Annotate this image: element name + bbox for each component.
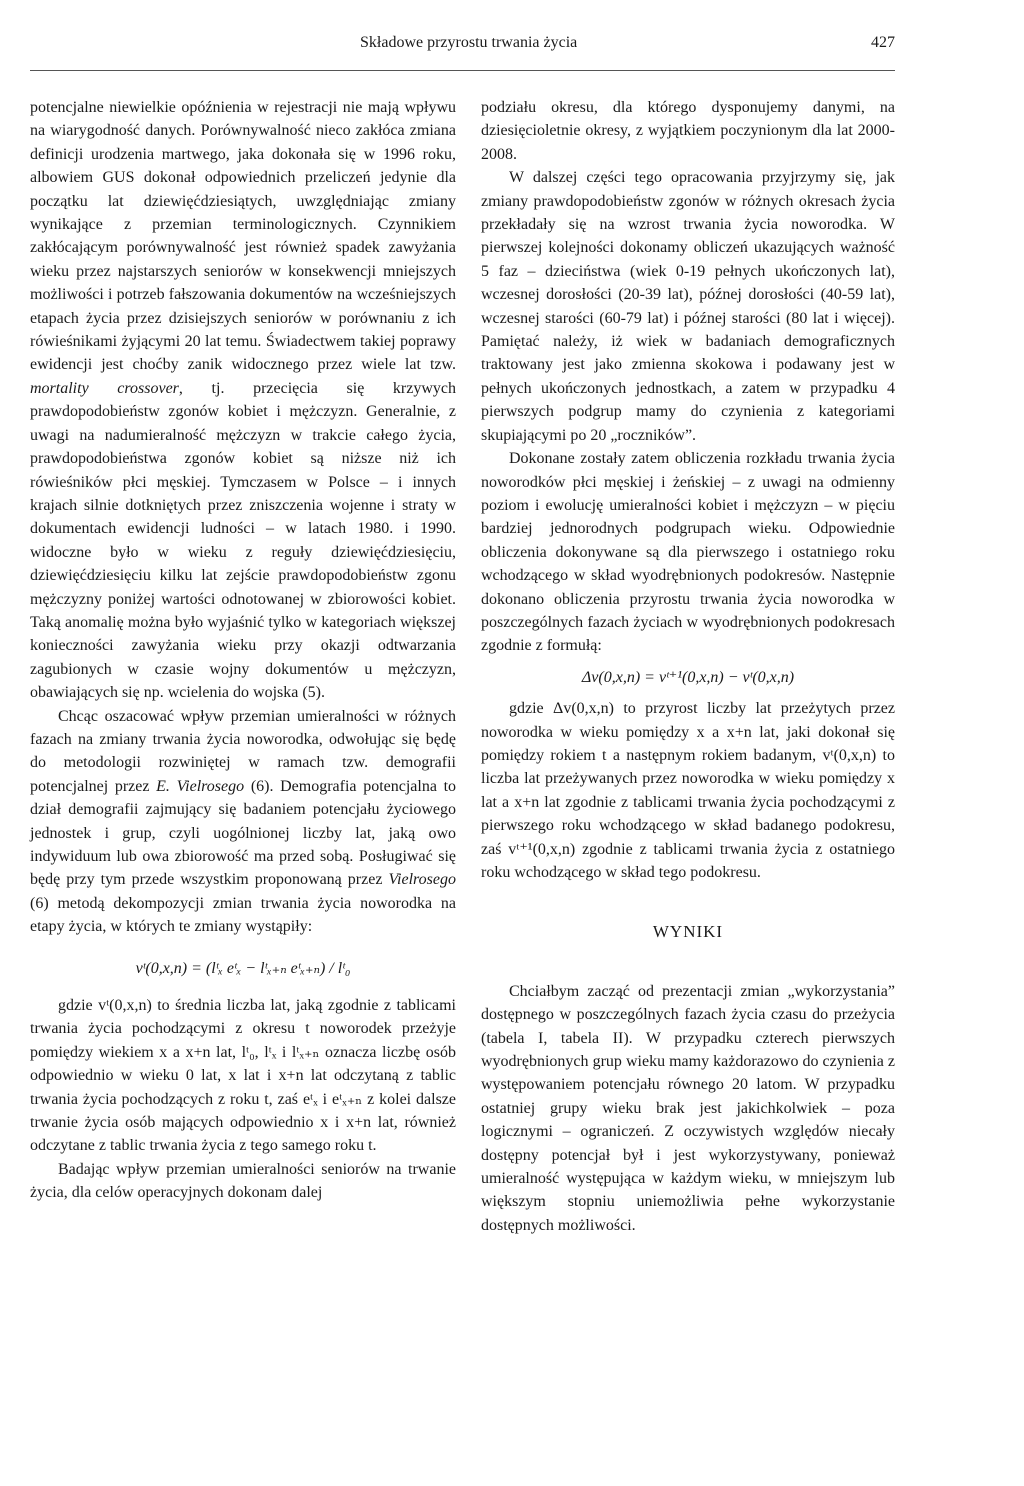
paragraph: gdzie Δv(0,x,n) to przyrost liczby lat przeżytych przez noworodka w wieku pomiędzy x a x+n lat, jaki dokonał się pomiędzy rokiem t a następnym rokiem badanym, vᵗ(0,x,n) to liczba lat przeżywanych przez noworodka w wieku pomiędzy x lat a x+n lat zgodnie z tablicami trwania życia pochodzącymi z pierwszego roku wchodzącego w skład badanego podokresu, zaś vᵗ⁺¹(0,x,n) zgodnie z tablicami trwania życia z ostatniego roku wchodzącego w skład tego podokresu.	[481, 700, 895, 881]
running-header	[30, 34, 895, 58]
author-name: Vielrosego	[388, 871, 457, 889]
left-column	[30, 96, 456, 1205]
author-name: E. Vielrosego	[156, 777, 245, 795]
paragraph: Chciałbym zacząć od prezentacji zmian „wykorzystania” dostępnego w poszczególnych fazach życia czasu do przeżycia (tabela I, tabela II). W przypadku czterech pierwszych wyodrębnionych grup wieku mamy każdorazowo do czynienia z występowaniem potencjału równego 20 latom. W przypadku ostatniej grupy wieku brak jest jakichkolwiek – poza logicznymi – ograniczeń. Z oczywistych względów niecały dostępny potencjał był i jest wykorzystywany, ponieważ umieralność występująca w każdym wieku, w mniejszym lub większym stopniu uniemożliwia pełne wykorzystanie dostępnych możliwości.	[481, 982, 895, 1234]
header-rule	[30, 70, 895, 71]
running-title: Składowe przyrostu trwania życia	[360, 34, 578, 51]
section-heading: WYNIKI	[652, 922, 724, 942]
paragraph: Badając wpływ przemian umieralności seniorów na trwanie życia, dla celów operacyjnych dokonam dalej	[30, 1160, 456, 1202]
right-column	[481, 96, 895, 1237]
formula-v: vᵗ(0,x,n) = (lᵗₓ eᵗₓ − lᵗₓ₊ₙ eᵗₓ₊ₙ) / lᵗ₀	[135, 959, 351, 977]
paragraph: Dokonane zostały zatem obliczenia rozkładu trwania życia noworodków płci męskiej i żeńskiej – z uwagi na odmienny poziom i ewolucję umieralności kobiet i mężczyzn – w pięciu bardziej jednorodnych podgrupach wieku. Odpowiednie obliczenia dokonywane są dla pierwszego i ostatniego roku wchodzącego w skład wyodrębnionych podokresów. Następnie dokonano obliczenia przyrostu trwania życia noworodka w poszczególnych fazach życiach w wyodrębnionych podokresach zgodnie z formułą:	[481, 450, 895, 655]
paragraph: potencjalne niewielkie opóźnienia w rejestracji nie mają wpływu na wiarygodność danych. Porównywalność nieco zakłóca zmiana definicji urodzenia martwego, jaka dokonała się w 1996 roku, albowiem GUS dokonał odpowiednich przeliczeń jedynie dla początku lat dziewięćdziesiątych, uwzględniając zmiany wynikające z przemian terminologicznych. Czynnikiem zakłócającym porównywalność jest również spadek zawyżania wieku przez najstarszych seniorów w konsekwencji mniejszych możliwości i potrzeb fałszowania dokumentów na wcześniejszych etapach życia przez dzisiejszych seniorów w porównaniu z ich rówieśnikami żyjącymi 20 lat temu. Świadectwem takiej poprawy ewidencji jest choćby zanik widocznego przez wiele lat tzw. mortality crossover, tj. przecięcia się krzywych prawdopodobieństw zgonów kobiet i mężczyzn. Generalnie, z uwagi na nadumieralność mężczyzn w trakcie całego życia, prawdopodobieństwa zgonów kobiet są niższe niż ich rówieśników płci męskiej. Tymczasem w Polsce – i innych krajach silnie dotkniętych przez zniszczenia wojenne i straty w dokumentach ewidencji ludności – w latach 1980. i 1990. widoczne było w wieku z reguły dziewięćdziesięciu, dziewięćdziesięciu kilku lat zejście prawdopodobieństw zgonu mężczyzny poniżej wartości odnotowanej w zbiorowości kobiet. Taką anomalię można było wyjaśnić tylko w kategoriach większej konieczności zawyżania wieku przy okazji odtwarzania zagubionych w czasie wojny dokumentów u mężczyzn, obawiających się np. wcielenia do wojska (5).	[30, 99, 457, 702]
formula-delta-v: Δv(0,x,n) = vᵗ⁺¹(0,x,n) − vᵗ(0,x,n)	[581, 668, 795, 686]
italic-term: mortality crossover	[30, 379, 179, 397]
paragraph: W dalszej części tego opracowania przyjrzymy się, jak zmiany prawdopodobieństw zgonów w różnych okresach życia przekładały się na wzrost trwania życia noworodka. W pierwszej kolejności dokonamy obliczeń ukazujących ważność 5 faz – dzieciństwa (wiek 0-19 pełnych ukończonych lat), wczesnej dorosłości (20-39 lat), późnej dorosłości (40-59 lat), wczesnej starości (60-79 lat) i późnej starości (80 lat i więcej). Pamiętać należy, iż wiek w badaniach demograficznych traktowany jest jako zmienna skokowa i podawany jest w pełnych ukończonych jednostkach, a zatem w przypadku 4 pierwszych podgrup mamy do czynienia z kategoriami skupiającymi po 20 „roczników”.	[481, 169, 895, 444]
paragraph: podziału okresu, dla którego dysponujemy danymi, na dziesięcioletnie okresy, z wyjątkiem poczynionym dla lat 2000-2008.	[481, 99, 895, 163]
page-number: 427	[871, 34, 895, 51]
paragraph: Chcąc oszacować wpływ przemian umieralności w różnych fazach na zmiany trwania życia noworodka, odwołując się będę do metodologii rozwiniętej w ramach tzw. demografii potencjalnej przez E. Vielrosego (6). Demografia potencjalna to dział demografii zajmujący się badaniem potencjału życiowego jednostek i grup, czyli uogólnionej liczby lat, jaką owo indywiduum lub owa zbiorowość ma przed sobą. Posługiwać się będę przy tym przede wszystkim proponowaną przez Vielrosego (6) metodą dekompozycji zmian trwania życia noworodka na etapy życia, w których te zmiany wystąpiły:	[30, 707, 457, 936]
paragraph: gdzie vᵗ(0,x,n) to średnia liczba lat, jaką zgodnie z tablicami trwania życia pochodzącymi z okresu t noworodek przeżyje pomiędzy wiekiem x a x+n lat, lᵗ₀, lᵗₓ i lᵗₓ₊ₙ oznacza liczbę osób odpowiednio w wieku 0 lat, x lat i x+n lat odczytaną z tablic trwania życia pochodzących z roku t, zaś eᵗₓ i eᵗₓ₊ₙ z kolei dalsze trwanie życia osób mających odpowiednio x i x+n lat, również odczytane z tablic trwania życia z tego samego roku t.	[30, 997, 456, 1155]
